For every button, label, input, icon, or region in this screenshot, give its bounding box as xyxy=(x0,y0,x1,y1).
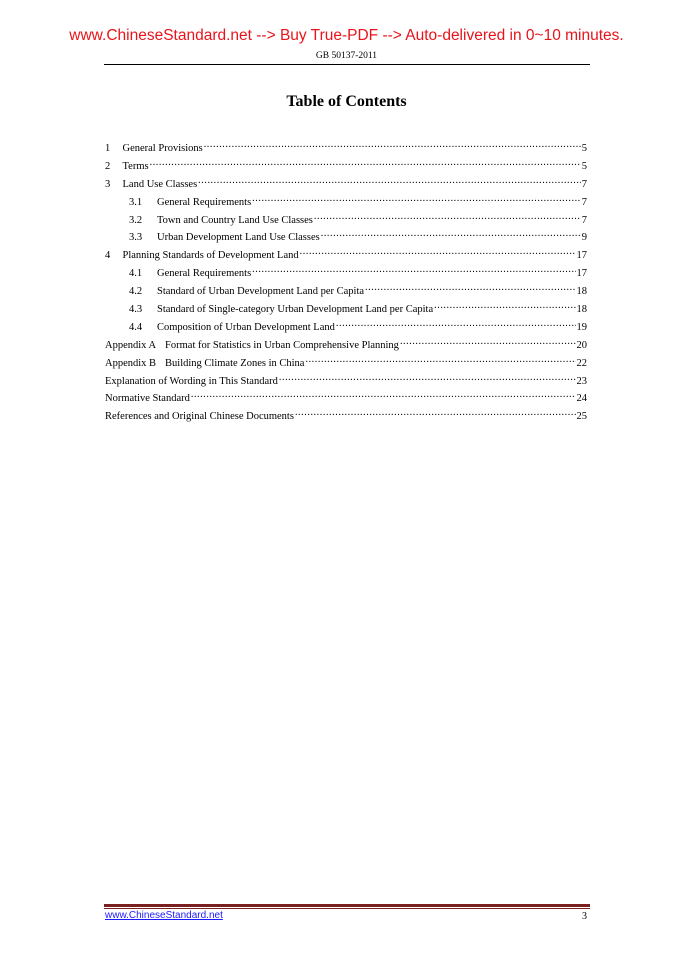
toc-entry-title: References and Original Chinese Documents xyxy=(105,411,294,423)
toc-dot-leader xyxy=(434,300,575,312)
toc-entry-page: 7 xyxy=(581,214,587,226)
toc-dot-leader xyxy=(191,389,576,401)
toc-entry-page: 5 xyxy=(581,143,587,154)
toc-entry-1[interactable] xyxy=(105,139,587,157)
toc-entry-title: Land Use Classes xyxy=(122,178,198,190)
toc-entry-title: Terms xyxy=(122,160,149,172)
toc-entry-number: 4.1 xyxy=(129,268,143,280)
toc-entry-page: 18 xyxy=(576,304,587,316)
toc-entry-page: 23 xyxy=(576,375,587,387)
toc-entry-number: 3 xyxy=(105,178,111,190)
toc-entry-title: Standard of Single-category Urban Development Land per Capita xyxy=(157,304,434,316)
toc-entry-page: 17 xyxy=(576,250,587,262)
toc-entry-page: 24 xyxy=(576,393,587,405)
table-of-contents xyxy=(105,139,587,425)
toc-entry-number: 1 xyxy=(105,143,111,154)
toc-entry-title: Normative Standard xyxy=(105,393,190,405)
page-title: Table of Contents xyxy=(286,93,407,110)
toc-entry-page: 5 xyxy=(581,160,587,172)
toc-dot-leader xyxy=(150,157,581,169)
footer-divider-thin xyxy=(104,908,590,909)
toc-entry-number: 3.3 xyxy=(129,232,143,244)
toc-entry-page: 19 xyxy=(576,321,587,333)
toc-dot-leader xyxy=(300,246,576,258)
toc-entry-page: 7 xyxy=(581,178,587,190)
toc-entry-number: 4.4 xyxy=(129,321,143,333)
toc-entry-normative-standard[interactable] xyxy=(105,389,587,407)
toc-entry-4-4[interactable] xyxy=(105,318,587,336)
toc-entry-number: Appendix B xyxy=(105,357,157,369)
toc-entry-3-2[interactable] xyxy=(105,211,587,229)
toc-dot-leader xyxy=(321,228,581,240)
toc-entry-title: General Provisions xyxy=(122,143,203,154)
toc-dot-leader xyxy=(400,336,576,348)
toc-dot-leader xyxy=(336,318,576,330)
toc-entry-number: Appendix A xyxy=(105,339,157,351)
footer-website-link[interactable]: www.ChineseStandard.net xyxy=(105,910,223,921)
toc-entry-title: Urban Development Land Use Classes xyxy=(157,232,320,244)
toc-entry-number: 3.1 xyxy=(129,196,143,208)
toc-entry-page: 7 xyxy=(581,196,587,208)
header-divider xyxy=(104,64,590,65)
toc-entry-title: General Requirements xyxy=(157,196,252,208)
toc-entry-page: 9 xyxy=(581,232,587,244)
toc-entry-title: Planning Standards of Development Land xyxy=(122,250,299,262)
page-number: 3 xyxy=(582,911,587,922)
toc-dot-leader xyxy=(252,193,581,205)
toc-entry-title: Town and Country Land Use Classes xyxy=(157,214,313,226)
footer-divider-thick xyxy=(104,904,590,907)
toc-entry-3-1[interactable] xyxy=(105,193,587,211)
toc-entry-title: Standard of Urban Development Land per Capita xyxy=(157,286,365,298)
toc-entry-page: 22 xyxy=(576,357,587,369)
toc-entry-number: 3.2 xyxy=(129,214,143,226)
toc-entry-title: Building Climate Zones in China xyxy=(165,357,305,369)
toc-entry-4-1[interactable] xyxy=(105,264,587,282)
toc-entry-3[interactable] xyxy=(105,175,587,193)
toc-entry-appendix-b[interactable] xyxy=(105,354,587,372)
toc-dot-leader xyxy=(204,139,581,151)
toc-entry-title: General Requirements xyxy=(157,268,252,280)
toc-entry-page: 25 xyxy=(576,411,587,423)
toc-dot-leader xyxy=(365,282,575,294)
toc-entry-number: 4.3 xyxy=(129,304,143,316)
toc-dot-leader xyxy=(252,264,575,276)
toc-entry-explanation-of-wording[interactable] xyxy=(105,372,587,390)
toc-entry-number: 4 xyxy=(105,250,111,262)
toc-entry-page: 18 xyxy=(576,286,587,298)
toc-dot-leader xyxy=(314,211,581,223)
toc-entry-2[interactable] xyxy=(105,157,587,175)
toc-dot-leader xyxy=(198,175,581,187)
toc-entry-number: 4.2 xyxy=(129,286,143,298)
toc-dot-leader xyxy=(295,407,576,419)
toc-entry-title: Composition of Urban Development Land xyxy=(157,321,335,333)
toc-entry-page: 17 xyxy=(576,268,587,280)
toc-dot-leader xyxy=(279,372,576,384)
toc-dot-leader xyxy=(305,354,575,366)
toc-entry-4[interactable] xyxy=(105,246,587,264)
toc-entry-title: Format for Statistics in Urban Comprehensive Planning xyxy=(165,339,399,351)
promo-banner-link[interactable]: www.ChineseStandard.net --> Buy True-PDF --> Auto-delivered in 0~10 minutes. xyxy=(69,27,624,44)
toc-entry-appendix-a[interactable] xyxy=(105,336,587,354)
toc-entry-3-3[interactable] xyxy=(105,228,587,246)
document-code: GB 50137-2011 xyxy=(315,51,378,61)
toc-entry-4-3[interactable] xyxy=(105,300,587,318)
toc-entry-4-2[interactable] xyxy=(105,282,587,300)
toc-entry-page: 20 xyxy=(576,339,587,351)
toc-entry-title: Explanation of Wording in This Standard xyxy=(105,375,278,387)
toc-entry-references[interactable] xyxy=(105,407,587,425)
toc-entry-number: 2 xyxy=(105,160,111,172)
